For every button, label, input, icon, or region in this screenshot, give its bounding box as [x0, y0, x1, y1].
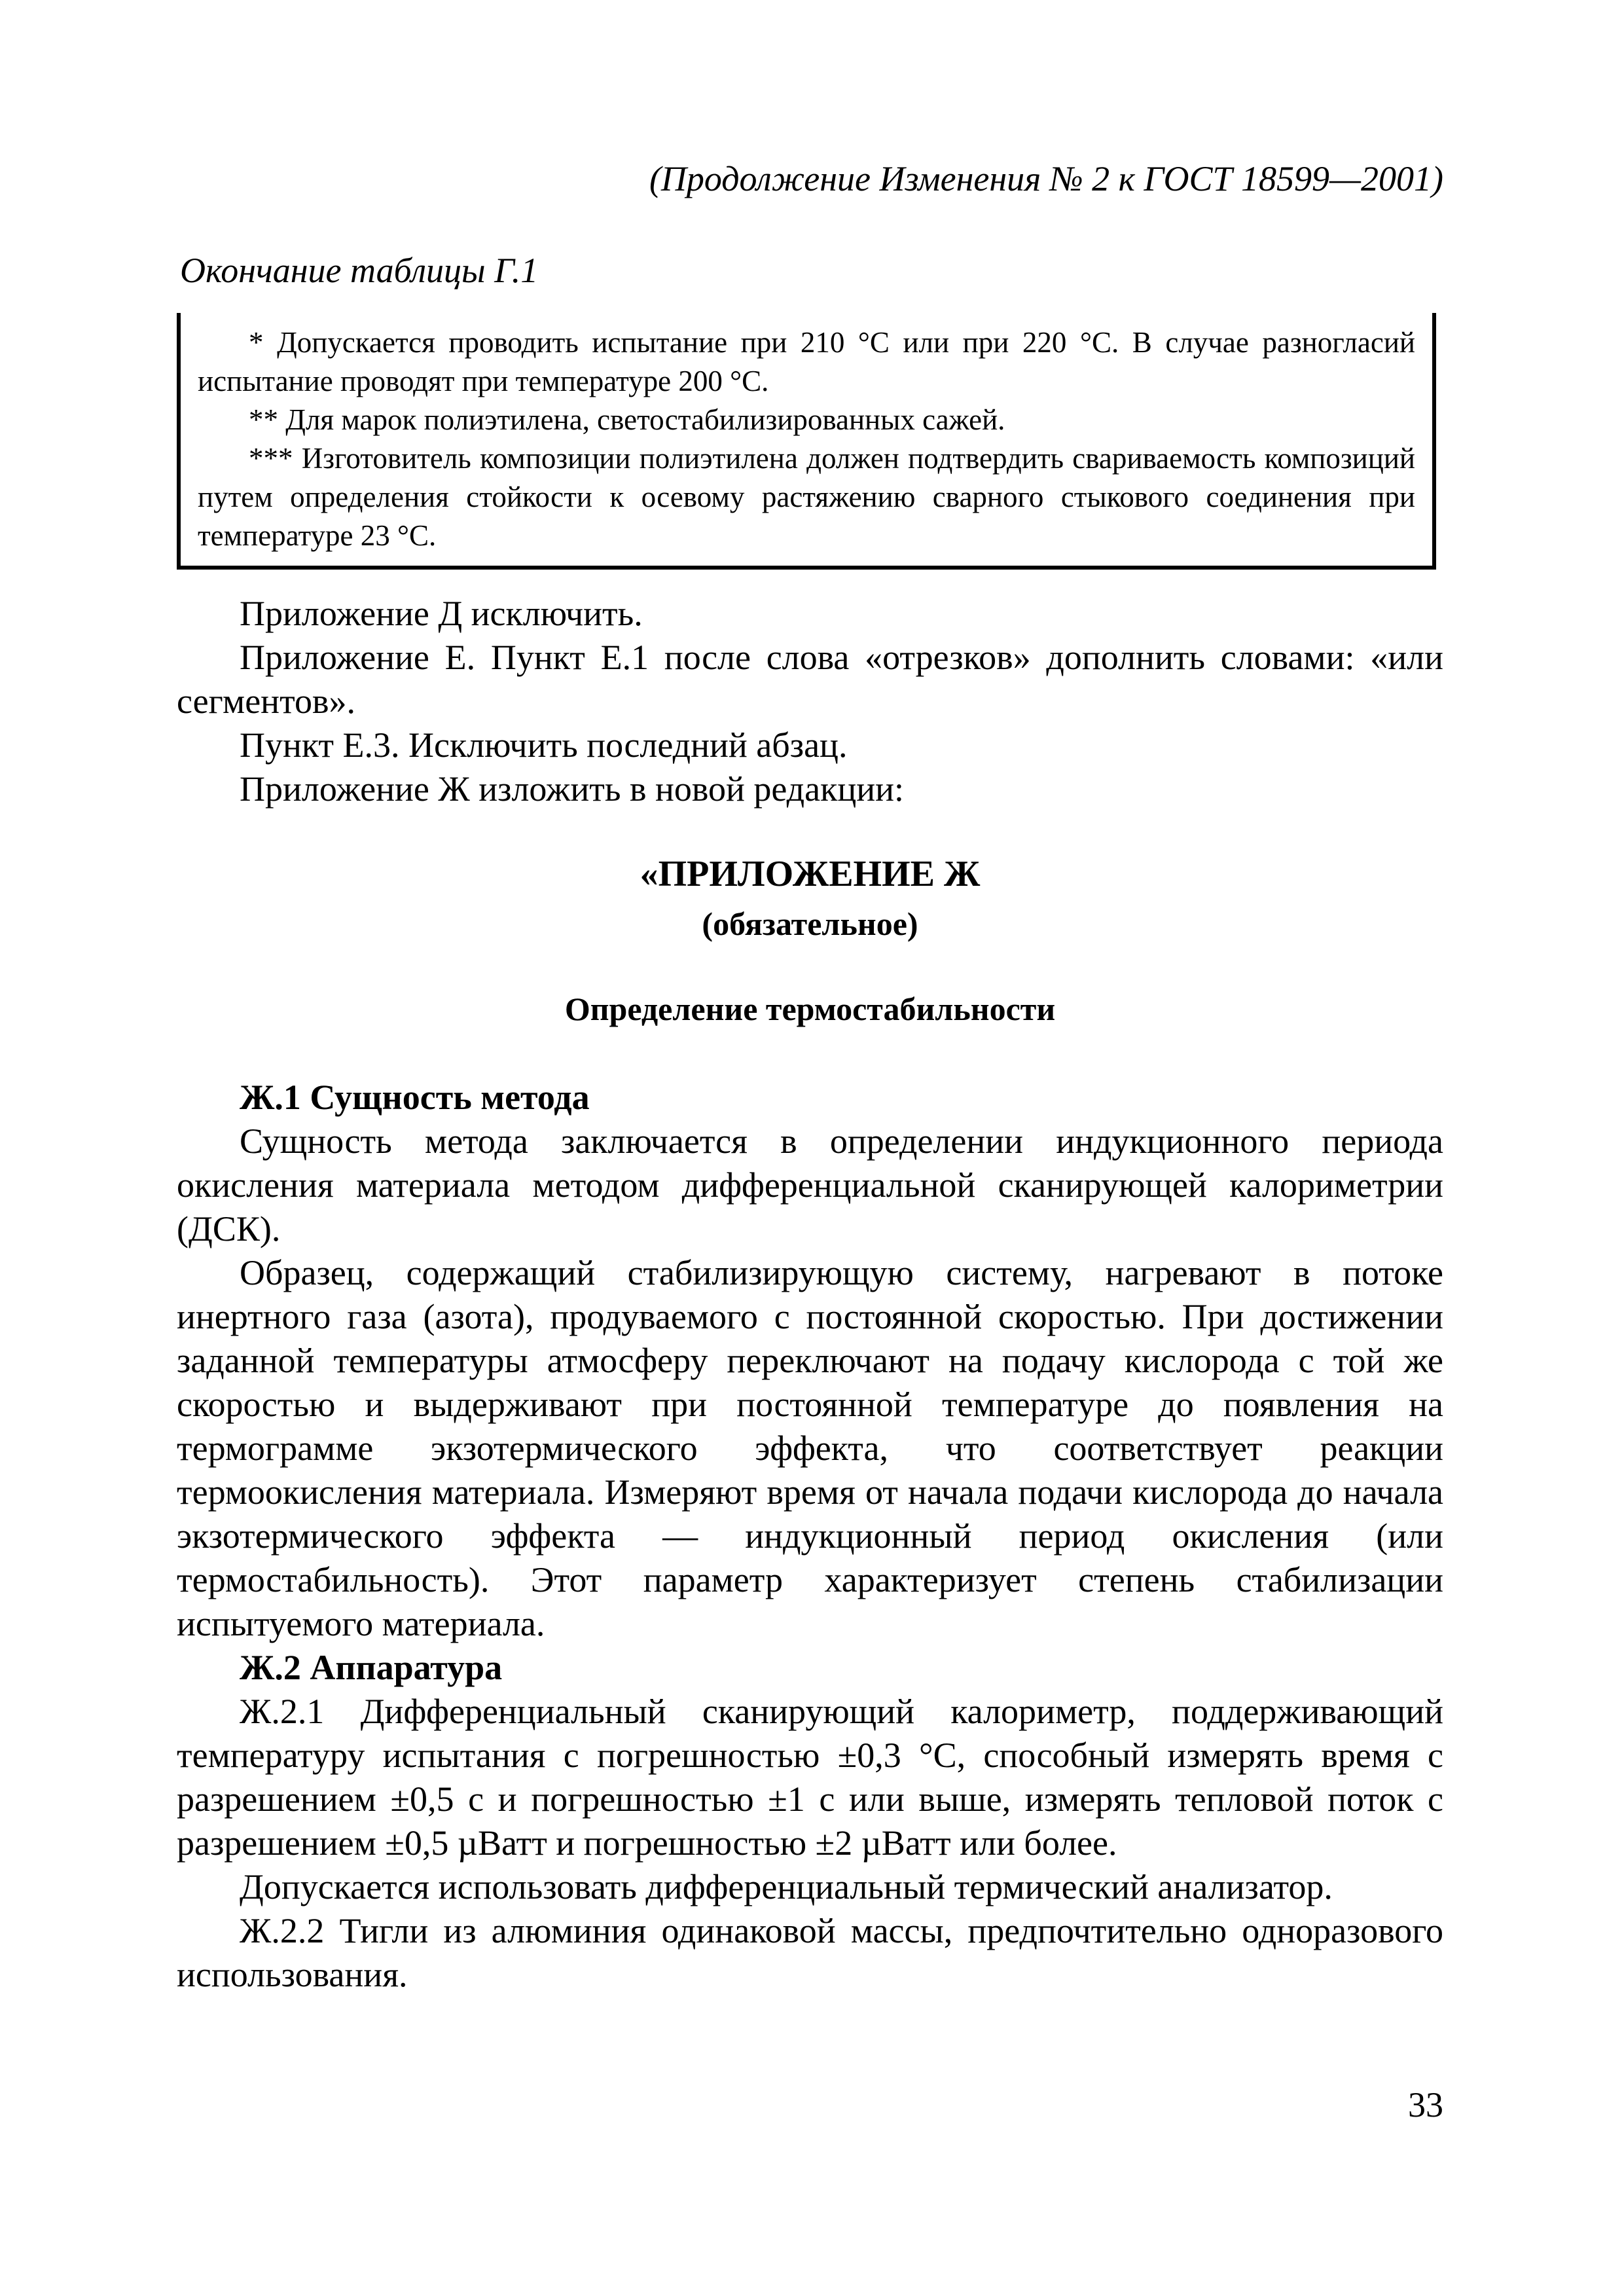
amendment-paragraph: Приложение Е. Пункт Е.1 после слова «отрезков» дополнить словами: «или сегментов». [177, 638, 1443, 721]
table-note: *** Изготовитель композиции полиэтилена должен подтвердить свариваемость композиций путем определения стойкости к осевому растяжению сварного стыкового соединения при температуре 23 °С. [198, 442, 1415, 552]
table-notes-box [177, 313, 1436, 570]
section-1 [177, 1076, 1443, 1997]
section-paragraph: Ж.2.2 Тигли из алюминия одинаковой массы, предпочтительно одноразового использования. [177, 1911, 1443, 1994]
table-caption: Окончание таблицы Г.1 [180, 251, 539, 290]
section-paragraph: Образец, содержащий стабилизирующую систему, нагревают в потоке инертного газа (азота), продуваемого с постоянной скоростью. При достижении заданной температуры атмосферу переключают на подачу кислорода с той же скоростью и выдерживают при постоянной температуре до появления на термограмме экзотермического эффекта, что соответствует реакции термоокисления материала. Измеряют время от начала подачи кислорода до начала экзотермического эффекта — индукционный период окисления (или термостабильность). Этот параметр характеризует степень стабилизации испытуемого материала. [177, 1253, 1443, 1643]
appendix-title: «ПРИЛОЖЕНИЕ Ж [640, 854, 981, 894]
section-paragraph: Допускается использовать дифференциальный термический анализатор. [240, 1867, 1333, 1906]
amendment-paragraph: Приложение Ж изложить в новой редакции: [240, 769, 905, 809]
section-paragraph: Ж.2.1 Дифференциальный сканирующий калориметр, поддерживающий температуру испытания с погрешностью ±0,3 °С, способный измерять время с разрешением ±0,5 с и погрешностью ±1 с или выше, измерять тепловой поток с разрешением ±0,5 µВатт и погрешностью ±2 µВатт или более. [177, 1692, 1443, 1863]
amendment-paragraph: Пункт Е.3. Исключить последний абзац. [240, 725, 848, 765]
appendix-status: (обязательное) [702, 905, 918, 942]
table-note: ** Для марок полиэтилена, светостабилизированных сажей. [249, 403, 1005, 436]
running-header: (Продолжение Изменения № 2 к ГОСТ 18599—2001) [649, 159, 1443, 198]
appendix-subject: Определение термостабильности [564, 991, 1056, 1027]
page-number: 33 [1408, 2085, 1443, 2124]
section-heading: Ж.1 Сущность метода [240, 1078, 590, 1117]
table-note: * Допускается проводить испытание при 210 °С или при 220 °С. В случае разногласий испытание проводят при температуре 200 °С. [198, 326, 1415, 397]
amendment-paragraph: Приложение Д исключить. [240, 594, 643, 633]
section-paragraph: Сущность метода заключается в определении индукционного периода окисления материала методом дифференциальной сканирующей калориметрии (ДСК). [177, 1121, 1443, 1248]
amendments-block [177, 592, 1443, 811]
section-heading: Ж.2 Аппаратура [240, 1648, 503, 1687]
